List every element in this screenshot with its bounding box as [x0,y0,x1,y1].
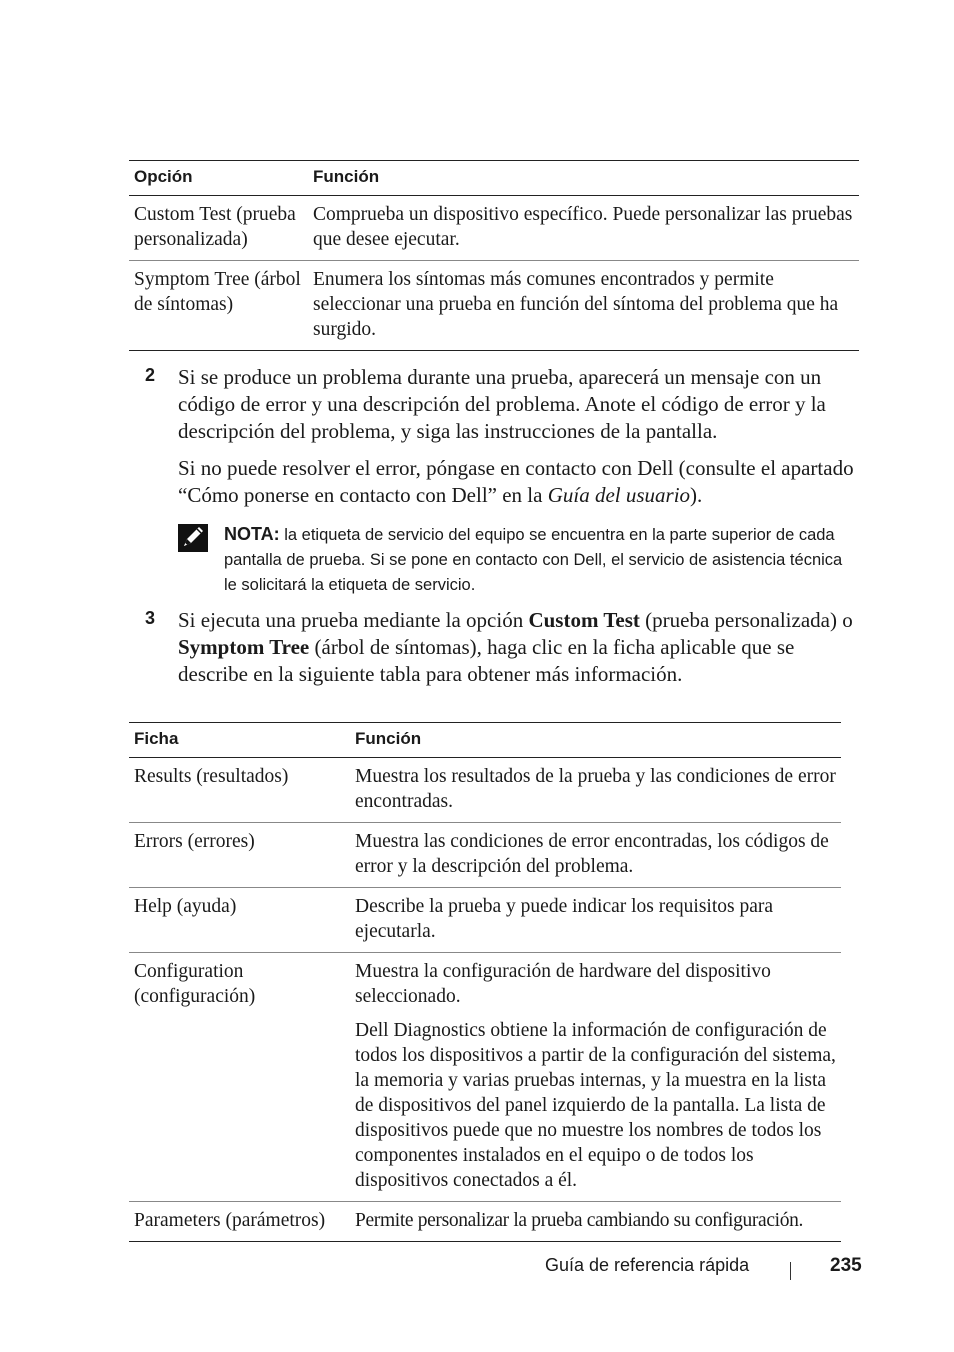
tabs-table [129,722,841,1242]
function-cell: Describe la prueba y puede indicar los requisitos para ejecutarla. [350,888,841,953]
footer-separator [790,1262,791,1280]
step-paragraph: Si ejecuta una prueba mediante la opción Custom Test (prueba personalizada) o Symptom Tree (árbol de síntomas), haga clic en la ficha aplicable que se describe en la siguiente tabla para obtener más información. [178,608,853,686]
column-header: Opción [129,161,308,196]
table-row [129,758,841,823]
note-text: NOTA: la etiqueta de servicio del equipo se encuentra en la parte superior de cada pantalla de prueba. Si se pone en contacto con Dell, el servicio de asistencia técnica le solicitará la etiqueta de servicio. [224,524,843,594]
tab-cell: Parameters (parámetros) [129,1202,350,1242]
note-label: NOTA: [224,524,280,544]
table-row [129,196,859,261]
function-cell: Muestra la configuración de hardware del dispositivo seleccionado. Dell Diagnostics obtiene la información de configuración de todos los dispositivos a partir de la configuración del sistema, la memoria y varias pruebas internas, y la muestra en la lista de dispositivos del panel izquierdo de la pantalla. La lista de dispositivos puede que no muestre los nombres de todos los componentes instalados en el equipo o de todos los dispositivos conectados a él. [350,953,841,1202]
page-number: 235 [830,1255,862,1276]
step-2 [145,364,857,509]
custom-test-term: Custom Test [528,608,640,632]
tab-cell: Configuration (configuración) [129,953,350,1202]
tab-cell: Errors (errores) [129,823,350,888]
tab-cell: Results (resultados) [129,758,350,823]
table-row [129,953,841,1202]
table-row [129,261,859,351]
function-cell: Muestra los resultados de la prueba y las condiciones de error encontradas. [350,758,841,823]
tab-cell: Help (ayuda) [129,888,350,953]
function-cell: Muestra las condiciones de error encontradas, los códigos de error y la descripción del problema. [350,823,841,888]
table-row [129,823,841,888]
table-row [129,1202,841,1242]
column-header: Función [308,161,859,196]
step-paragraph: Si se produce un problema durante una prueba, aparecerá un mensaje con un código de error y una descripción del problema. Anote el código de error y la descripción del problema, y siga las instrucciones de la pantalla. [178,365,826,443]
user-guide-reference: Guía del usuario [547,483,691,507]
options-table [129,160,859,351]
function-cell: Comprueba un dispositivo específico. Puede personalizar las pruebas que desee ejecutar. [308,196,859,261]
option-cell: Symptom Tree (árbol de síntomas) [129,261,308,351]
step-paragraph: Si no puede resolver el error, póngase en contacto con Dell (consulte el apartado “Cómo ponerse en contacto con Dell” en la Guía del usuario). [178,456,854,507]
table-header-row [129,723,841,758]
note-box [178,522,858,598]
function-cell: Permite personalizar la prueba cambiando su configuración. [350,1202,841,1242]
note-pencil-icon [178,524,208,552]
symptom-tree-term: Symptom Tree [178,635,310,659]
step-3 [145,607,857,688]
step-number: 2 [145,365,156,385]
column-header: Ficha [129,723,350,758]
table-row [129,888,841,953]
table-header-row [129,161,859,196]
step-number: 3 [145,608,156,628]
column-header: Función [350,723,841,758]
footer-title: Guía de referencia rápida [545,1255,750,1275]
option-cell: Custom Test (prueba personalizada) [129,196,308,261]
function-cell: Enumera los síntomas más comunes encontrados y permite seleccionar una prueba en función del síntoma del problema que ha surgido. [308,261,859,351]
